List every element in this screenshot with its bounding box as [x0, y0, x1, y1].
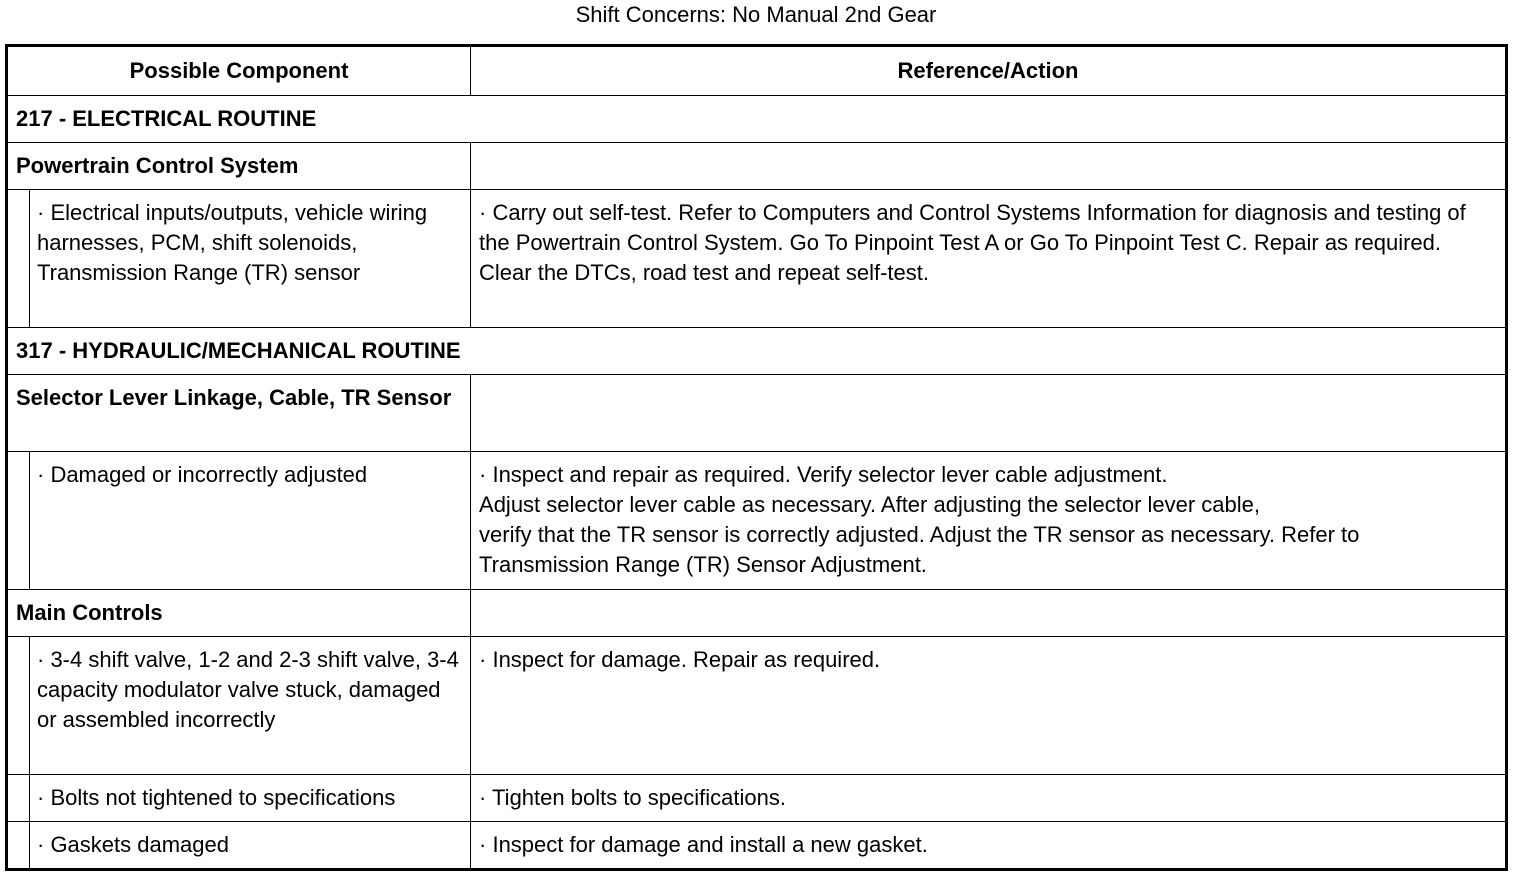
action-line: Transmission Range (TR) Sensor Adjustment. — [479, 552, 927, 577]
indent-cell — [7, 637, 30, 775]
group-action-empty — [471, 590, 1507, 637]
component-cell: · Bolts not tightened to specifications — [30, 775, 471, 822]
table-row — [7, 190, 1507, 328]
component-cell: · 3-4 shift valve, 1-2 and 2-3 shift valve, 3-4 capacity modulator valve stuck, damaged or assembled incorrectly — [30, 637, 471, 775]
group-action-empty — [471, 375, 1507, 452]
action-cell: · Inspect for damage. Repair as required. — [471, 637, 1507, 775]
component-cell: · Damaged or incorrectly adjusted — [30, 452, 471, 590]
component-cell: · Electrical inputs/outputs, vehicle wiring harnesses, PCM, shift solenoids, Transmission Range (TR) sensor — [30, 190, 471, 328]
section-electrical-routine: 217 - ELECTRICAL ROUTINE — [7, 96, 1507, 143]
group-selector-lever-linkage: Selector Lever Linkage, Cable, TR Sensor — [7, 375, 471, 452]
header-reference-action: Reference/Action — [471, 46, 1507, 96]
indent-cell — [7, 822, 30, 870]
group-row — [7, 143, 1507, 190]
group-row — [7, 375, 1507, 452]
table-row — [7, 452, 1507, 590]
group-row — [7, 590, 1507, 637]
indent-cell — [7, 775, 30, 822]
action-cell: · Carry out self-test. Refer to Computers and Control Systems Information for diagnosis and testing of the Powertrain Control System. Go To Pinpoint Test A or Go To Pinpoint Test C. Repair as required. Clear the DTCs, road test and repeat self-test. — [471, 190, 1507, 328]
section-row — [7, 96, 1507, 143]
table-header-row — [7, 46, 1507, 96]
diagnostic-table — [5, 44, 1508, 871]
header-possible-component: Possible Component — [7, 46, 471, 96]
group-powertrain-control-system: Powertrain Control System — [7, 143, 471, 190]
table-row — [7, 775, 1507, 822]
group-action-empty — [471, 143, 1507, 190]
section-row — [7, 328, 1507, 375]
action-cell — [471, 452, 1507, 590]
action-line: verify that the TR sensor is correctly adjusted. Adjust the TR sensor as necessary. Refer to — [479, 522, 1360, 547]
group-main-controls: Main Controls — [7, 590, 471, 637]
table-row — [7, 637, 1507, 775]
action-cell: · Tighten bolts to specifications. — [471, 775, 1507, 822]
indent-cell — [7, 452, 30, 590]
action-line: · Inspect and repair as required. Verify selector lever cable adjustment. — [479, 462, 1168, 487]
component-cell: · Gaskets damaged — [30, 822, 471, 870]
section-hydraulic-mechanical-routine: 317 - HYDRAULIC/MECHANICAL ROUTINE — [7, 328, 1507, 375]
action-cell: · Inspect for damage and install a new gasket. — [471, 822, 1507, 870]
page-title: Shift Concerns: No Manual 2nd Gear — [575, 2, 937, 27]
indent-cell — [7, 190, 30, 328]
table-row — [7, 822, 1507, 870]
action-line: Adjust selector lever cable as necessary. After adjusting the selector lever cable, — [479, 492, 1261, 517]
